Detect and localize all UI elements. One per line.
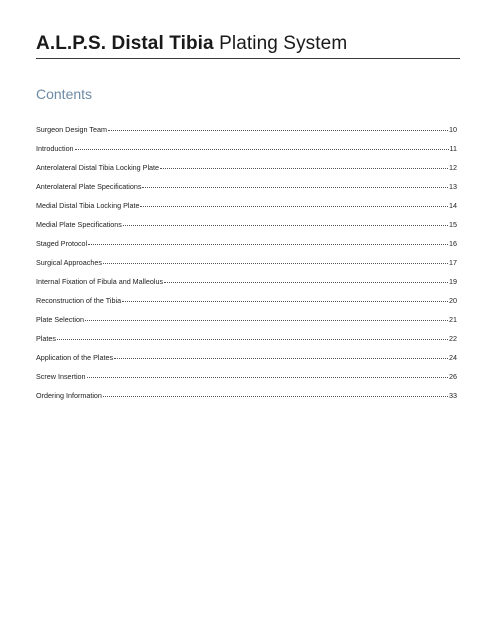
toc-entry-title: Plate Selection (36, 315, 84, 324)
document-title-light: Plating System (219, 33, 348, 54)
toc-dot-leader (87, 371, 448, 378)
toc-entry-page-number: 15 (449, 220, 457, 229)
toc-entry-page-number: 33 (449, 391, 457, 400)
toc-dot-leader (114, 352, 448, 359)
toc-entry[interactable] (36, 201, 457, 220)
toc-dot-leader (103, 390, 448, 397)
toc-dot-leader (123, 219, 448, 226)
document-title (36, 33, 347, 55)
toc-entry-title: Reconstruction of the Tibia (36, 296, 122, 305)
toc-entry-page-number: 14 (449, 201, 457, 210)
toc-dot-leader (142, 181, 448, 188)
toc-entry-title: Ordering Information (36, 391, 102, 400)
toc-entry-title: Medial Plate Specifications (36, 220, 122, 229)
toc-entry-page-number: 21 (449, 315, 457, 324)
toc-entry[interactable] (36, 239, 457, 258)
toc-entry[interactable] (36, 163, 457, 182)
toc-entry-title: Medial Distal Tibia Locking Plate (36, 201, 140, 210)
toc-entry[interactable] (36, 144, 457, 163)
toc-dot-leader (108, 124, 448, 131)
toc-entry-title: Anterolateral Plate Specifications (36, 182, 142, 191)
title-divider (36, 58, 460, 59)
toc-entry[interactable] (36, 372, 457, 391)
toc-entry-page-number: 24 (449, 353, 457, 362)
toc-entry-page-number: 19 (449, 277, 457, 286)
toc-entry-title: Introduction (36, 144, 74, 153)
toc-entry-title: Anterolateral Distal Tibia Locking Plate (36, 163, 160, 172)
toc-entry[interactable] (36, 296, 457, 315)
toc-entry[interactable] (36, 277, 457, 296)
toc-entry-page-number: 17 (449, 258, 457, 267)
toc-dot-leader (75, 143, 449, 150)
toc-entry-title: Surgeon Design Team (36, 125, 107, 134)
toc-entry-title: Staged Protocol (36, 239, 88, 248)
toc-entry-page-number: 12 (449, 163, 457, 172)
contents-heading: Contents (36, 86, 93, 102)
toc-entry-title: Application of the Plates (36, 353, 114, 362)
toc-entry-title: Plates (36, 334, 56, 343)
toc-dot-leader (164, 276, 448, 283)
toc-dot-leader (160, 162, 448, 169)
toc-entry[interactable] (36, 353, 457, 372)
toc-entry-page-number: 22 (449, 334, 457, 343)
toc-entry[interactable] (36, 182, 457, 201)
toc-entry[interactable] (36, 220, 457, 239)
toc-entry-title: Screw Insertion (36, 372, 86, 381)
toc-dot-leader (85, 314, 448, 321)
toc-entry-page-number: 16 (449, 239, 457, 248)
table-of-contents (36, 125, 457, 410)
toc-entry[interactable] (36, 315, 457, 334)
toc-entry-page-number: 26 (449, 372, 457, 381)
toc-entry-title: Surgical Approaches (36, 258, 102, 267)
toc-entry-page-number: 20 (449, 296, 457, 305)
toc-entry[interactable] (36, 391, 457, 410)
toc-dot-leader (103, 257, 448, 264)
toc-entry[interactable] (36, 125, 457, 144)
toc-dot-leader (57, 333, 448, 340)
toc-entry[interactable] (36, 258, 457, 277)
toc-entry-page-number: 11 (449, 144, 457, 153)
toc-dot-leader (122, 295, 448, 302)
toc-dot-leader (88, 238, 448, 245)
toc-entry-page-number: 13 (449, 182, 457, 191)
toc-entry[interactable] (36, 334, 457, 353)
toc-entry-title: Internal Fixation of Fibula and Malleolus (36, 277, 164, 286)
toc-dot-leader (140, 200, 448, 207)
toc-entry-page-number: 10 (449, 125, 457, 134)
document-title-bold: A.L.P.S. Distal Tibia (36, 33, 214, 54)
